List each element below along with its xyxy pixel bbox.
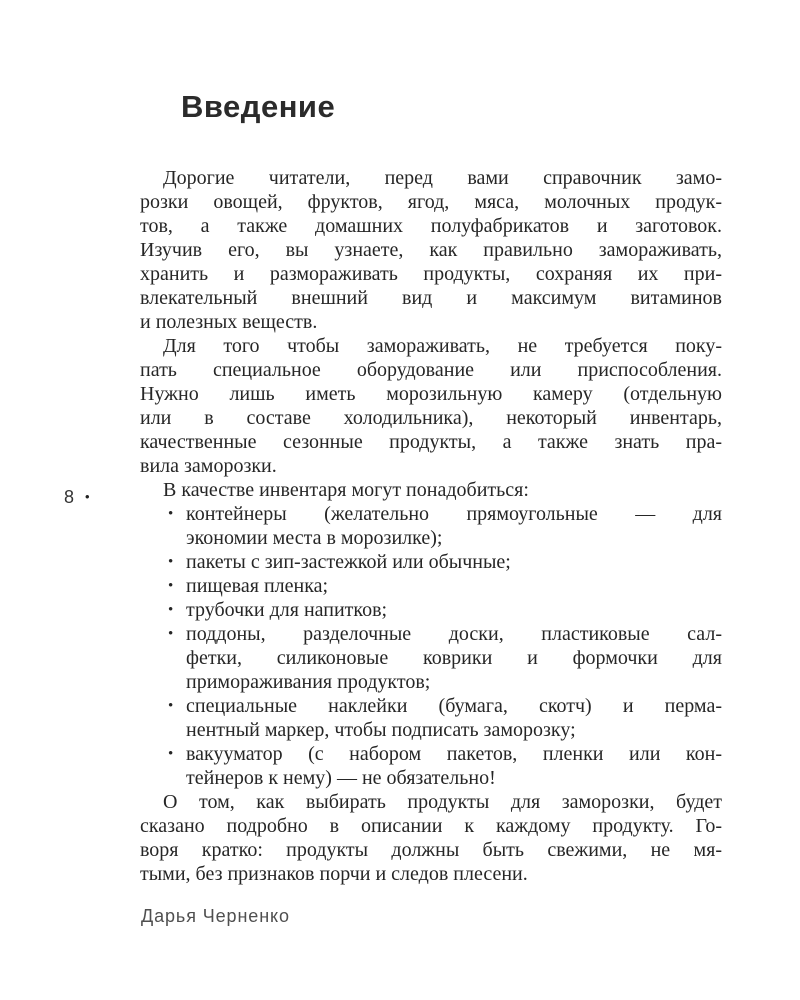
text-line: тейнеров к нему) — не обязательно! xyxy=(186,767,496,789)
text-line: качественные сезонные продукты, а также знать пра- xyxy=(140,431,722,453)
footer-author: Дарья Черненко xyxy=(141,906,290,926)
bullet-icon: • xyxy=(168,506,174,522)
text-line: Изучив его, вы узнаете, как правильно замораживать, xyxy=(140,239,722,261)
text-line: Нужно лишь иметь морозильную камеру (отдельную xyxy=(140,383,722,405)
text-line: влекательный внешний вид и максимум витаминов xyxy=(140,287,722,309)
bullet-icon: • xyxy=(168,602,174,618)
page-number-marker xyxy=(64,487,90,508)
text-line: пакеты с зип-застежкой или обычные; xyxy=(186,551,511,573)
list-item xyxy=(140,502,722,550)
text-line: фетки, силиконовые коврики и формочки для xyxy=(186,647,722,669)
text-line: розки овощей, фруктов, ягод, мяса, молочных продук- xyxy=(140,191,722,213)
text-line: примораживания продуктов; xyxy=(186,671,431,693)
bullet-icon: • xyxy=(168,554,174,570)
bullet-icon: • xyxy=(168,578,174,594)
text-line: воря кратко: продукты должны быть свежими, не мя- xyxy=(140,839,722,861)
bullet-icon: • xyxy=(168,698,174,714)
text-line: вила заморозки. xyxy=(140,455,277,477)
paragraph xyxy=(140,334,722,478)
text-line: хранить и размораживать продукты, сохраняя их при- xyxy=(140,263,722,285)
text-line: вакууматор (с набором пакетов, пленки или кон- xyxy=(186,743,722,765)
text-line: или в составе холодильника), некоторый инвентарь, xyxy=(140,407,722,429)
list-item xyxy=(140,622,722,694)
page-number: 8 xyxy=(64,487,75,507)
text-blocks xyxy=(140,166,722,886)
text-line: Для того чтобы замораживать, не требуется поку- xyxy=(163,335,722,357)
paragraph xyxy=(140,478,722,502)
paragraph xyxy=(140,790,722,886)
text-line: Дорогие читатели, перед вами справочник замо- xyxy=(163,167,722,189)
page-title: Введение xyxy=(181,89,336,124)
bullet-icon: • xyxy=(168,626,174,642)
text-line: и полезных веществ. xyxy=(140,311,318,333)
text-line: тов, а также домашних полуфабрикатов и заготовок. xyxy=(140,215,722,237)
text-line: В качестве инвентаря могут понадобиться: xyxy=(163,479,529,501)
page-marker-dot-icon: • xyxy=(85,489,90,504)
text-line: трубочки для напитков; xyxy=(186,599,388,621)
list-item xyxy=(140,694,722,742)
bullet-icon: • xyxy=(168,746,174,762)
paragraph xyxy=(140,166,722,334)
text-line: О том, как выбирать продукты для заморозки, будет xyxy=(163,791,722,813)
text-line: поддоны, разделочные доски, пластиковые сал- xyxy=(186,623,722,645)
text-line: сказано подробно в описании к каждому продукту. Го- xyxy=(140,815,722,837)
list-item xyxy=(140,742,722,790)
list-item xyxy=(140,598,722,622)
text-line: контейнеры (желательно прямоугольные — для xyxy=(186,503,722,525)
list-item xyxy=(140,574,722,598)
text-line: тыми, без признаков порчи и следов плесени. xyxy=(140,863,528,885)
text-line: нентный маркер, чтобы подписать заморозку; xyxy=(186,719,576,741)
text-line: пищевая пленка; xyxy=(186,575,329,597)
text-line: экономии места в морозилке); xyxy=(186,527,443,549)
text-line: пать специальное оборудование или приспособления. xyxy=(140,359,722,381)
list-item xyxy=(140,550,722,574)
text-line: специальные наклейки (бумага, скотч) и перма- xyxy=(186,695,722,717)
